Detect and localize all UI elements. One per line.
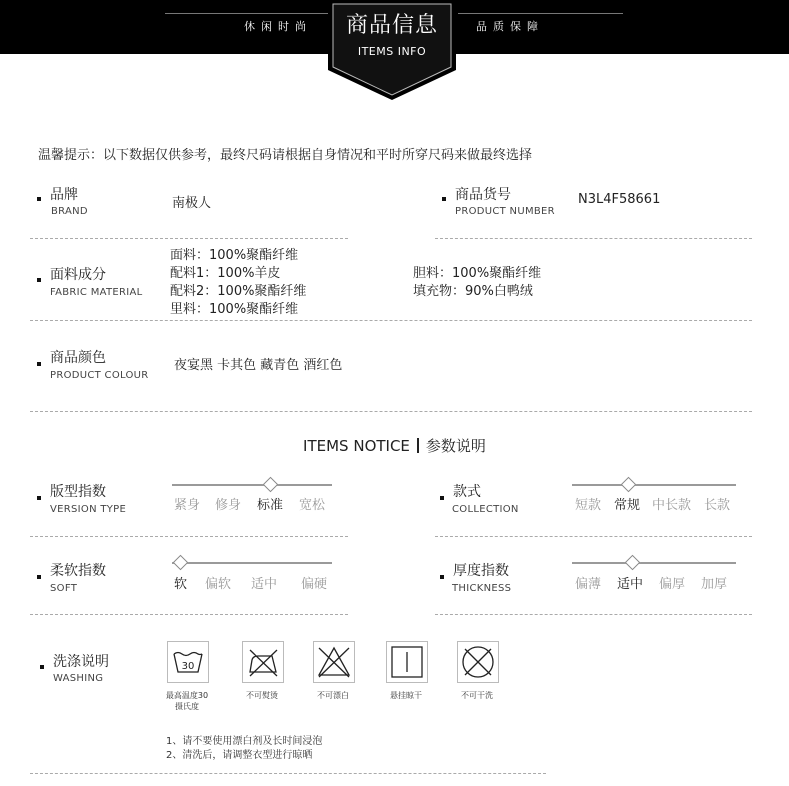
collection-option: 中长款 <box>652 498 692 513</box>
collection-label: 款式 <box>453 484 481 500</box>
thickness-option: 偏厚 <box>659 577 686 592</box>
version-label-en: VERSION TYPE <box>50 504 127 515</box>
thickness-scale <box>572 562 736 564</box>
header-line-left <box>165 13 330 14</box>
no-bleach-icon <box>313 641 355 683</box>
soft-option: 偏软 <box>205 577 232 592</box>
divider <box>30 238 348 239</box>
washing-label: 洗涤说明 <box>53 654 109 670</box>
header-title-cn: 商品信息 <box>345 13 438 38</box>
bullet <box>37 362 41 366</box>
thickness-option-selected: 适中 <box>617 577 644 592</box>
brand-value: 南极人 <box>172 196 212 211</box>
washing-label-en: WASHING <box>53 673 104 684</box>
collection-option-selected: 常规 <box>614 498 641 513</box>
version-option: 宽松 <box>299 498 326 513</box>
version-marker <box>263 477 279 493</box>
colour-label: 商品颜色 <box>50 350 106 366</box>
brand-label-en: BRAND <box>51 206 88 217</box>
thickness-label-en: THICKNESS <box>452 583 512 594</box>
divider <box>435 536 752 537</box>
product-number-value: N3L4F58661 <box>578 192 661 207</box>
collection-label-en: COLLECTION <box>452 504 519 515</box>
soft-option-selected: 软 <box>174 577 188 592</box>
version-label: 版型指数 <box>50 484 106 500</box>
bullet <box>440 496 444 500</box>
version-option-selected: 标准 <box>257 498 284 513</box>
fabric-line: 面料：100%聚酯纤维 <box>170 248 299 263</box>
header-line-right <box>458 13 623 14</box>
bullet <box>40 665 44 669</box>
wash-30-caption <box>152 690 222 712</box>
wash-30-icon <box>167 641 209 683</box>
notice-title <box>0 435 789 456</box>
fabric-line: 填充物：90%白鸭绒 <box>413 284 533 299</box>
hang-dry-icon <box>386 641 428 683</box>
notice-separator <box>417 438 419 453</box>
caption-line: 最高温度30 <box>165 691 209 700</box>
no-bleach-caption: 不可漂白 <box>317 691 349 700</box>
fabric-line: 胆料：100%聚酯纤维 <box>413 266 542 281</box>
soft-label-en: SOFT <box>50 583 78 594</box>
collection-option: 短款 <box>575 498 602 513</box>
notice-title-en: ITEMS NOTICE <box>303 437 410 455</box>
divider <box>30 614 348 615</box>
colour-label-en: PRODUCT COLOUR <box>50 370 149 381</box>
fabric-line: 配料2：100%聚酯纤维 <box>170 284 307 299</box>
bullet <box>440 575 444 579</box>
washing-note: 1、请不要使用漂白剂及长时间浸泡 <box>166 736 323 747</box>
colour-value: 夜宴黑 卡其色 藏青色 酒红色 <box>174 358 343 373</box>
fabric-label: 面料成分 <box>50 267 106 283</box>
collection-option: 长款 <box>704 498 731 513</box>
soft-marker <box>173 555 189 571</box>
version-option: 紧身 <box>174 498 201 513</box>
fabric-line: 配料1：100%羊皮 <box>170 266 281 281</box>
version-option: 修身 <box>215 498 242 513</box>
collection-marker <box>621 477 637 493</box>
bullet <box>37 496 41 500</box>
caption-line: 摄氏度 <box>175 702 199 711</box>
no-iron-caption: 不可熨烫 <box>246 691 278 700</box>
bullet <box>37 197 41 201</box>
collection-scale <box>572 484 736 486</box>
notice-title-cn: 参数说明 <box>425 437 486 455</box>
soft-option: 适中 <box>251 577 278 592</box>
thickness-option: 偏薄 <box>575 577 602 592</box>
no-dry-clean-icon <box>457 641 499 683</box>
header-left-text: 休闲时尚 <box>244 20 312 33</box>
product-number-label-en: PRODUCT NUMBER <box>455 206 555 217</box>
soft-label: 柔软指数 <box>50 563 106 579</box>
divider <box>30 773 546 774</box>
soft-option: 偏硬 <box>301 577 328 592</box>
no-dry-clean-caption: 不可干洗 <box>461 691 493 700</box>
version-scale <box>172 484 332 486</box>
soft-scale <box>172 562 332 564</box>
header-title-en: ITEMS INFO <box>357 45 427 58</box>
wash-temperature: 30 <box>181 661 195 672</box>
header-right-text: 品质保障 <box>476 20 544 33</box>
fabric-line: 里料：100%聚酯纤维 <box>170 302 299 317</box>
divider <box>435 614 752 615</box>
thickness-marker <box>625 555 641 571</box>
bullet <box>37 575 41 579</box>
washing-note: 2、清洗后，请调整衣型进行晾晒 <box>166 750 313 761</box>
tip-text: 温馨提示：以下数据仅供参考，最终尺码请根据自身情况和平时所穿尺码来做最终选择 <box>38 148 533 163</box>
divider <box>30 411 752 412</box>
divider <box>30 320 752 321</box>
bullet <box>37 278 41 282</box>
bullet <box>442 197 446 201</box>
hang-dry-caption: 悬挂晾干 <box>390 691 422 700</box>
product-number-label: 商品货号 <box>455 187 511 203</box>
divider <box>30 536 348 537</box>
fabric-label-en: FABRIC MATERIAL <box>50 287 143 298</box>
thickness-option: 加厚 <box>701 577 728 592</box>
thickness-label: 厚度指数 <box>453 563 509 579</box>
brand-label: 品牌 <box>50 187 78 203</box>
no-iron-icon <box>242 641 284 683</box>
divider <box>435 238 752 239</box>
